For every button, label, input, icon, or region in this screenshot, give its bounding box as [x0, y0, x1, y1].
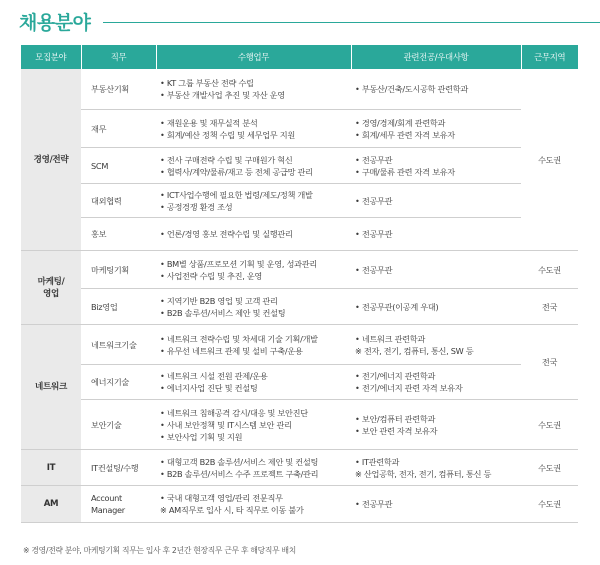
duty-line: • 협력사/계약/물류/재고 등 전체 공급망 관리	[160, 166, 313, 177]
duty-line: • 네트워크 침해공격 감시/대응 및 보안진단	[160, 407, 308, 418]
job-cell: IT컨설팅/수행	[81, 450, 156, 486]
location-cell: 수도권	[521, 69, 578, 251]
duties-cell	[156, 365, 351, 400]
job-cell: 부동산기획	[81, 69, 156, 110]
duty-line: • 국내 대형고객 영업/관리 전문직무	[160, 493, 283, 503]
duties-cell	[156, 69, 351, 110]
majors-cell	[351, 218, 521, 251]
table-row	[21, 325, 578, 365]
table-row	[21, 251, 578, 289]
majors-cell	[351, 184, 521, 218]
table-row	[21, 450, 578, 486]
majors-cell	[351, 289, 521, 325]
duty-line: ※ AM직무로 입사 시, 타 직무로 이동 불가	[160, 505, 304, 515]
category-cell: IT	[21, 450, 81, 486]
duty-line: • BM별 상품/프로모션 기획 및 운영, 성과관리	[160, 258, 317, 269]
duties-cell	[156, 110, 351, 148]
duty-line: • 전사 구매전략 수립 및 구매원가 혁신	[160, 154, 293, 165]
major-line: ※ 산업공학, 전자, 전기, 컴퓨터, 통신 등	[355, 468, 492, 479]
major-line: • 네트워크 관련학과	[355, 333, 426, 344]
duties-cell	[156, 251, 351, 289]
duty-line: • 사내 보안정책 및 IT시스템 보안 관리	[160, 419, 292, 430]
duties-cell	[156, 289, 351, 325]
majors-cell	[351, 450, 521, 486]
major-line: • 전공무관	[355, 499, 393, 509]
duties-cell	[156, 218, 351, 251]
majors-cell	[351, 486, 521, 523]
location-cell: 수도권	[521, 450, 578, 486]
major-line: • 경영/경제/회계 관련학과	[355, 117, 446, 128]
majors-cell	[351, 325, 521, 365]
duty-line: • 사업전략 수립 및 추진, 운영	[160, 270, 263, 281]
majors-cell	[351, 69, 521, 110]
duty-line: • 유무선 네트워크 관제 및 설비 구축/운용	[160, 345, 303, 356]
duty-line: • 네트워크 시설 전원 관제/운용	[160, 371, 268, 381]
major-line: ※ 전자, 전기, 컴퓨터, 통신, SW 등	[355, 345, 474, 356]
major-line: • 보안 관련 자격 보유자	[355, 425, 438, 436]
table-row	[21, 110, 578, 148]
major-line: • 전공무관	[355, 154, 393, 165]
duties-cell	[156, 400, 351, 450]
table-row	[21, 69, 578, 110]
location-cell: 수도권	[521, 400, 578, 450]
duties-cell	[156, 450, 351, 486]
header-field: 모집분야	[21, 45, 81, 69]
category-cell: AM	[21, 486, 81, 523]
table-header-row	[21, 45, 578, 69]
major-line: • IT관련학과	[355, 456, 400, 467]
duty-line: • 회계/예산 정책 수립 및 세무업무 지원	[160, 129, 295, 140]
category-cell: 마케팅/ 영업	[21, 251, 81, 325]
duty-line: • ICT사업수행에 필요한 법령/제도/정책 개발	[160, 189, 313, 200]
duty-line: • 부동산 개발사업 추진 및 자산 운영	[160, 90, 285, 100]
table-row	[21, 184, 578, 218]
table-row	[21, 400, 578, 450]
majors-cell	[351, 251, 521, 289]
section-title: 채용분야	[19, 12, 91, 34]
location-cell: 수도권	[521, 486, 578, 523]
job-cell: 에너지기술	[81, 365, 156, 400]
table-row	[21, 218, 578, 251]
job-cell: 재무	[81, 110, 156, 148]
major-line: • 보안/컴퓨터 관련학과	[355, 413, 436, 424]
job-cell: 보안기술	[81, 400, 156, 450]
location-cell: 전국	[521, 325, 578, 400]
major-line: • 구매/물류 관련 자격 보유자	[355, 166, 455, 177]
job-cell: Biz영업	[81, 289, 156, 325]
duty-line: • 대형고객 B2B 솔루션/서비스 제안 및 컨설팅	[160, 456, 319, 467]
major-line: • 전기/에너지 관련 자격 보유자	[355, 383, 463, 393]
category-cell: 네트워크	[21, 325, 81, 450]
majors-cell	[351, 148, 521, 184]
job-cell: 대외협력	[81, 184, 156, 218]
recruitment-table	[21, 45, 578, 523]
duty-line: • 공정경쟁 환경 조성	[160, 201, 233, 212]
majors-cell	[351, 400, 521, 450]
job-cell: 마케팅기획	[81, 251, 156, 289]
duty-line: • B2B 솔루션/서비스 제안 및 컨설팅	[160, 307, 286, 318]
table-row	[21, 148, 578, 184]
job-cell: 홍보	[81, 218, 156, 251]
duty-line: • KT 그룹 부동산 전략 수립	[160, 78, 254, 88]
category-cell: 경영/전략	[21, 69, 81, 251]
footnote: ※ 경영/전략 분야, 마케팅기획 직무는 입사 후 2년간 현장직무 근무 후 해당직무 배치	[23, 546, 296, 555]
majors-cell	[351, 110, 521, 148]
header-job: 직무	[81, 45, 156, 69]
duty-line: • B2B 솔루션/서비스 수주 프로젝트 구축/관리	[160, 468, 319, 479]
table-row	[21, 486, 578, 523]
job-cell: SCM	[81, 148, 156, 184]
job-cell: Account Manager	[81, 486, 156, 523]
duty-line: • 재원운용 및 재무실적 분석	[160, 117, 258, 128]
duty-line: • 네트워크 전략수립 및 차세대 기술 기획/개발	[160, 333, 318, 344]
header-duties: 수행업무	[156, 45, 351, 69]
header-location: 근무지역	[521, 45, 578, 69]
duties-cell	[156, 184, 351, 218]
major-line: • 부동산/건축/도시공학 관련학과	[355, 84, 468, 94]
major-line: • 전공무관(이공계 우대)	[355, 301, 439, 312]
location-cell: 수도권	[521, 251, 578, 289]
table-row	[21, 289, 578, 325]
duty-line: • 지역기반 B2B 영업 및 고객 관리	[160, 295, 278, 306]
duties-cell	[156, 486, 351, 523]
title-divider	[103, 22, 600, 23]
major-line: • 전공무관	[355, 229, 393, 239]
header-majors: 관련전공/우대사항	[351, 45, 521, 69]
majors-cell	[351, 365, 521, 400]
major-line: • 전기/에너지 관련학과	[355, 371, 436, 381]
major-line: • 회계/세무 관련 자격 보유자	[355, 129, 455, 140]
location-cell: 전국	[521, 289, 578, 325]
duty-line: • 에너지사업 진단 및 컨설팅	[160, 383, 258, 393]
major-line: • 전공무관	[355, 195, 393, 206]
major-line: • 전공무관	[355, 264, 393, 275]
table-row	[21, 365, 578, 400]
duties-cell	[156, 148, 351, 184]
job-cell: 네트워크기술	[81, 325, 156, 365]
duties-cell	[156, 325, 351, 365]
duty-line: • 보안사업 기획 및 지원	[160, 431, 243, 442]
duty-line: • 언론/경영 홍보 전략수립 및 실행관리	[160, 229, 293, 239]
